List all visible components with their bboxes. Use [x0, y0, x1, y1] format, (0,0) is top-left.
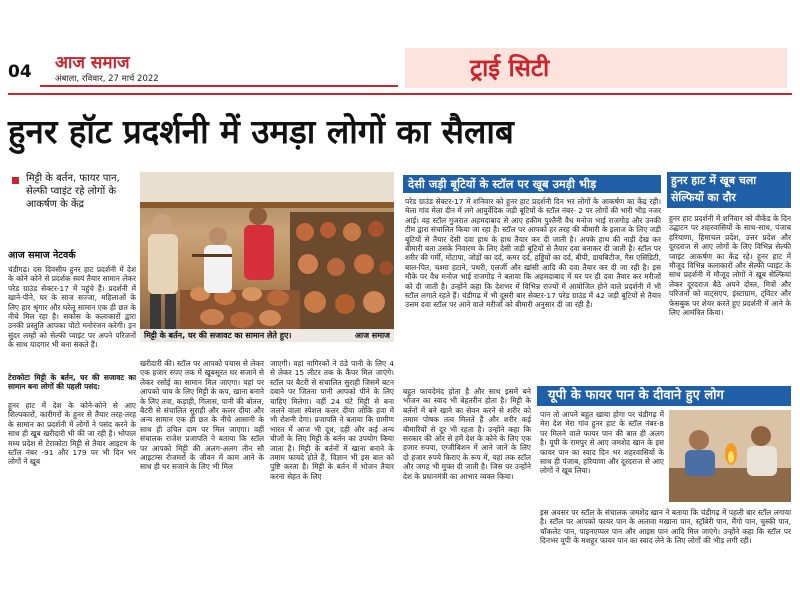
bullet-square [12, 177, 19, 184]
fire-paan-text-bottom: इस अवसर पर स्टॉल के संचालक जमशेद खान ने बताया कि चंडीगढ़ में पहली बार स्टॉल लगाया है। स्टॉल पर आपको फायर पान के अलावा मखाना पान, स्ट्रॉबेरी पान, मैंगो पान, चुस्की पान, चॉकलेट पान, पाइनएप्पल पान और आइस पान आदि मिल जाएंगे। उन्होंने कहा कि स्टॉल पर दिनभर यूपी के मशहूर फायर पान का स्वाद लेने के लिए लोगों की भीड़ लगी रही। [540, 508, 791, 546]
bullet-points: मिट्टी के बर्तन, फायर पान, सेल्फी प्वाइंट रहे लोगों के आकर्षण के केंद्र [26, 173, 120, 210]
photo-credit: आज समाज [354, 331, 390, 340]
page-number: 04 [8, 62, 32, 82]
main-headline: हुनर हॉट प्रदर्शनी में उमड़ा लोगों का सैलाब [8, 112, 514, 151]
col4-text: बहुत फायदेमंद होता है और साथ इसमें बने भोजन का स्वाद भी बेहतरीन होता है। मिट्टी के बर्तनों में बने खाने का सेवन करने से शरीर को तमाम पोषक तत्व मिलते हैं और शरीर कई बीमारियों से दूर भी रहता है। उन्होंने कहा कि सरकार की ओर से हमें देश के कोने के लिए एक हजार रुपया, एग्जीबिशन में आने जाने के लिए दो हजार रुपये किराए के रूप में, यहां तक स्टॉल और जगह भी मुफ्त दी जाती है। जिस पर उन्होंने देश के प्रधानमंत्री का आभार व्यक्त किया। [403, 387, 531, 481]
col1-subhead: टेराकोटा मिट्टी के बर्तन, घर की सजावट का सामान बना लोगों की पहली पसंद: [8, 373, 136, 392]
col1-para1: चंडीगढ़। दस दिवसीय हुनर हाट प्रदर्शनी में देश के कोने कोने से प्रदर्शक स्वयं तैयार सामान लेकर परेड ग्राउंड सेक्टर-17 में पहुंचे हैं। प्रदर्शनी में खाने-पीने, घर के साज सज्जा, महिलाओं के लिए हार श्रृंगार और घरेलू सामान एक ही छत के नीचे मिल रहा है। सकोस के कलाकारों द्वारा उनकी प्रस्तुति आपका पोटो मनोरंजन करेगी। इन सुंदर लम्हों को सेल्फी प्वाइंट पर अपने परिजनों के साथ यादगार भी बना सकते हैं। [8, 265, 136, 350]
dateline: अंबाला, रविवार, 27 मार्च 2022 [55, 74, 159, 84]
jadi-booti-title: देसी जड़ी बूटियों के स्टॉल पर खूब उमड़ी भीड़ [408, 177, 597, 191]
photo-illustration [140, 172, 394, 342]
flame-icon [725, 443, 737, 465]
person-right-red-shirt [244, 207, 274, 280]
fire-paan-text-top: पान तो आपने बहुत खाया होगा पर चंडीगढ़ में मेरा देश मेरा गांव हुनर हाट के स्टॉल नंबर-8 पर मिलने वाले फायर पान की बात ही अलग है। यूपी के रामपुर से आए जमशेद खान के इस फायर पान का स्वाद दिन भर शहरवासियों के साथ ही पंजाब, हरियाणा और दूरदराज से आए लोगों ने खूब लिया। [540, 410, 664, 476]
fire-paan-photo [669, 410, 791, 502]
jadi-booti-text: परेड ग्राउंड सेक्टर-17 में शनिवार को हुनर हाट प्रदर्शनी दिन भर लोगों के आकर्षण का केंद्र रही। मेला गांव मेला दीन में लगे आयुर्वेदिक जड़ी बूटियों के स्टॉल नंबर- 2 पर लोगों की भारी भीड़ नजर आई। वह स्टॉल गुजरात अहमदाबाद से आए हकीम पुश्तैनी वैध मनोज भाई राजगोड़ और उनकी टीम द्वारा संचालित किया जा रहा है। स्टॉल पर आपको हर तरह की बीमारी के इलाज के लिए जड़ी बूटियों से तैयार देसी दवा हाथ के हाथ तैयार कर दी जाती है। अपके हाथ की नाड़ी देख कर बीमारी बता उसके निवारण के लिए देसी जड़ी बूटियों से तैयार दवा बनाकर दी जाती है। स्टॉल पर शरीर की गर्मी, मोटापा, जोड़ों का दर्द, कमर दर्द, हड्डियों का दर्द, बीपी, डायबिटीज, गैस एसिडिटी, बाल-पित, चश्मा हटाने, पथरी, एलर्जी और खांसी आदि की दवा तैयार कर दी जा रही है। इस मौके पर वैध मनोज भाई राजगोड़ ने बताया कि अहमदाबाद में घर पर ही दवा तैयार कर मरीजों को दी जाती है। उन्होंने कहा कि देशभर में विभिन्न राज्यों में आयोजित होने वाले प्रदर्शनी में भी स्टॉल लगाते रहते हैं। चंडीगढ़ में भी दूसरी बार सेक्टर-17 परेड ग्राउंड में 42 जड़ी बूटियों से तैयार उत्तम दवा स्टॉल पर आने वाले मरीजों को बीमारी अनुसार दी जा रही है। [405, 197, 661, 310]
header-rule [8, 93, 792, 95]
handed-item [192, 254, 232, 257]
photo-caption: मिट्टी के बर्तन, घर की सजावट का सामान लेते हुए। [144, 331, 292, 340]
fire-paan-illustration [669, 410, 791, 502]
brand-logo: आज समाज [55, 53, 130, 73]
selfie-title: हुनर हाट में खूब चला सेल्फियों का दौर [671, 174, 757, 204]
col3-text: जाएगी। वहां नागिरकों ने ठंडे पानी के लिए 4 से लेकर 15 लीटर तक के कैंपर मिल जाएंगे। स्टॉल पर बैटरी से संचालित सुराही जिसमें बटन दबाने पर जितना पानी आपको पीने के लिए चाहिए मिलेगा। वहीं 24 घंटे मिट्टी से बना जलने वाला स्पेशल कलर दीया जोकि हवा में भी रोशनी देगा। प्रजापति ने बताया कि ग्रामीण भारत में आज भी दूध, दही और कई अन्य चीजों के लिए मिट्टी के बर्तन का उपयोग किया जाता है। मिट्टी के बर्तनों में खाना बनाने के तमाम फायदे होते हैं, विज्ञान भी इस बात को पुष्टि करता है। मिट्टी के बर्तन में भोजन तैयार करना सेहत के लिए [270, 359, 394, 481]
selfie-text: हुनर हाट प्रदर्शनी में शनिवार को वीकेंड के दिन उद्घाटन पर शहरवासियों के साथ-साथ, पंजाब हरियाणा, हिमाचल प्रदेश, उत्तर प्रदेश और दूरदराज से आए लोगों के लिए विभिन्न सेल्फी प्वाइंट आकर्षण का केंद्र रहे। हुनर हाट में मौजूद विभिन्न कलाकारों और सेल्फी प्वाइंट के साथ प्रदर्शनी में मौजूद लोगों ने खूब सेल्फियां लेकर दूरदराज बैठे अपने दोस्त, मित्रों और परिजनों को वाट्सएप, इंस्टाग्राम, ट्विटर और फेसबुक पर शेयर करते हुए प्रदर्शनी में आने के लिए आमंत्रित किया। [669, 214, 791, 318]
person-left [148, 214, 178, 342]
fire-paan-title: यूपी के फायर पान के दीवाने हुए लोग [548, 388, 724, 403]
col1-para2: हुनर हाट में देश के कोने-कोने से आए शिल्पकारों, कारीगरों के हुनर से तैयार तरह-तरह के सामान का प्रदर्शनी में लोगों ने पसंद करने के साथ ही खूब खरीदारी भी की जा रही है। भोपाल मध्य प्रदेश से टेराकोटा मिट्टी से तैयार आइटम के स्टॉल नंबर -91 और 179 पर भी दिन भर लोगों ने खूब [8, 401, 136, 467]
person-middle [204, 227, 232, 293]
section-banner [405, 48, 787, 88]
stall-beam [140, 202, 394, 208]
main-photo-market [140, 172, 394, 342]
byline: आज समाज नेटवर्क [8, 250, 76, 261]
stall-canopy [140, 172, 394, 202]
section-title: ट्राई सिटी [470, 54, 550, 82]
header-rule-short [40, 85, 398, 87]
col2-text: खरीदारी की। स्टॉल पर आपको पचास से लेकर एक हजार रुपए तक में खूबसूरत घर सजाने से लेकर रसोई का सामान मिल जाएगा। यहां पर आपको चाय के लिए मिट्टी के कप, खाना बनाने के लिए तवा, कड़ाही, गिलास, पानी की बोतल, बैटरी से संचालित सुराही और कलर दीया और अन्य सामान एक ही छत के नीचे आसानी के साथ ही उचित दाम पर मिल जाएगा। वहीं संचालक राजेश प्रजापति ने बताया कि स्टॉल पर आपको मिट्टी की अलग-अलग तीन सौ आइटम्स रोजमर्रा के जीवन में काम आने के साथ ही घर सजाने के लिए भी मिल [140, 359, 264, 472]
